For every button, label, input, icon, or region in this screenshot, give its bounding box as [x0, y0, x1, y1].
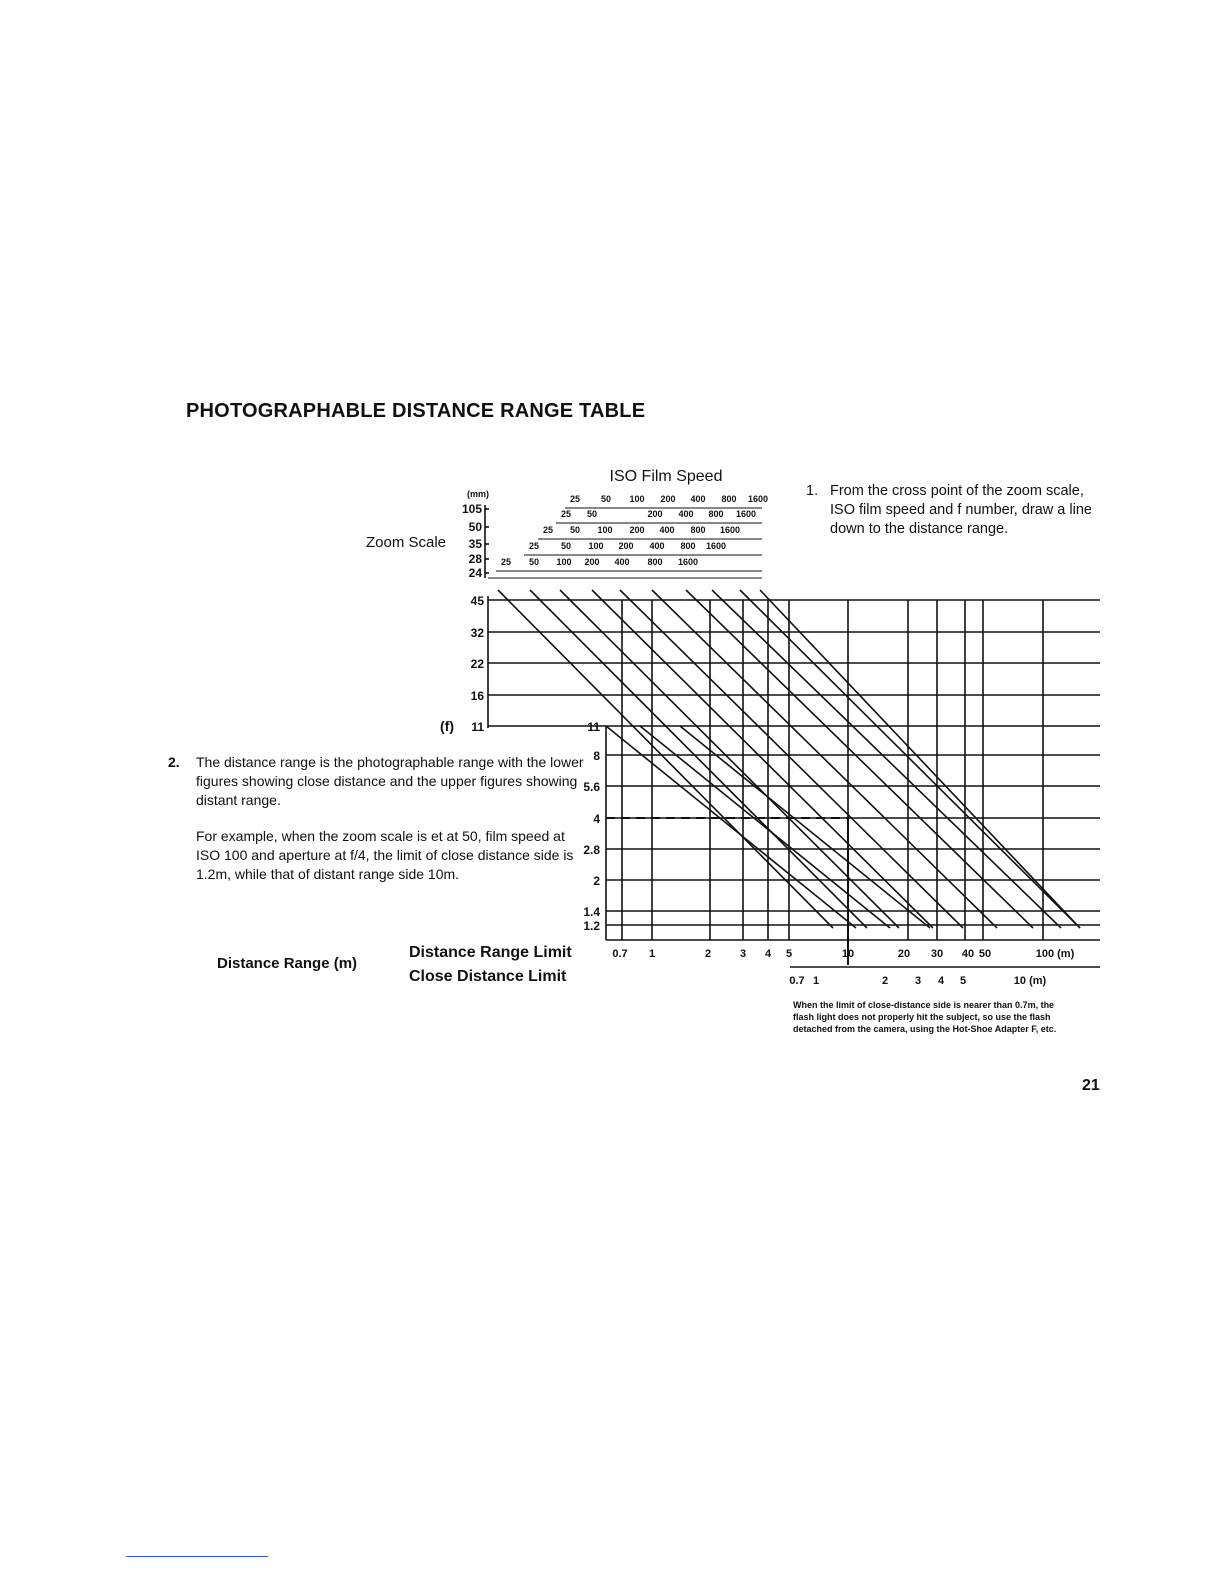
iso-speed-label: 1600: [719, 525, 741, 535]
f-lower-11: 11: [587, 720, 600, 734]
close-distance-tick: 10 (m): [1013, 975, 1047, 987]
diagonal-line: [606, 726, 856, 928]
instruction-1-number: 1.: [806, 483, 819, 499]
iso-speed-label: 800: [680, 541, 696, 551]
iso-speed-label: 50: [600, 494, 612, 504]
distance-range-tick: 2: [704, 948, 712, 960]
distance-range-tick: 10: [841, 948, 855, 960]
iso-speed-label: 800: [708, 509, 724, 519]
zoom-scale-label: Zoom Scale: [365, 534, 447, 551]
iso-film-speed-title: ISO Film Speed: [609, 468, 723, 485]
instruction-1: [806, 482, 1106, 539]
close-distance-tick: 5: [959, 975, 967, 987]
close-distance-tick: 4: [937, 975, 945, 987]
iso-speed-label: 50: [528, 557, 540, 567]
iso-speed-label: 100: [556, 557, 572, 567]
iso-speed-label: 25: [528, 541, 540, 551]
iso-speed-label: 100: [629, 494, 645, 504]
zoom-value-105: 105: [461, 502, 482, 516]
diagonal-line: [686, 590, 1033, 928]
iso-speed-label: 1600: [735, 509, 757, 519]
diagonal-line: [680, 726, 930, 928]
instruction-2-number: 2.: [168, 754, 180, 770]
page-title: PHOTOGRAPHABLE DISTANCE RANGE TABLE: [186, 400, 646, 422]
bottom-rule: [126, 1556, 268, 1557]
distance-range-tick: 20: [897, 948, 911, 960]
diagonal-line: [640, 726, 890, 928]
iso-speed-label: 50: [586, 509, 598, 519]
iso-speed-label: 100: [588, 541, 604, 551]
iso-speed-label: 800: [690, 525, 706, 535]
distance-range-tick: 30: [930, 948, 944, 960]
close-distance-tick: 3: [914, 975, 922, 987]
close-distance-tick: 2: [881, 975, 889, 987]
diagonal-line: [652, 590, 997, 928]
distance-range-tick: 40: [961, 948, 975, 960]
distance-range-tick: 100 (m): [1035, 948, 1075, 960]
zoom-value-50: 50: [468, 520, 482, 534]
zoom-scale-unit: (mm): [467, 489, 489, 499]
zoom-value-35: 35: [468, 537, 482, 551]
iso-speed-label: 1600: [677, 557, 699, 567]
f-lower-1.4: 1.4: [583, 905, 600, 919]
iso-speed-label: 400: [649, 541, 665, 551]
distance-range-limit-label: Distance Range Limit: [409, 944, 572, 961]
distance-range-label: Distance Range (m): [217, 955, 358, 972]
f-upper-11: 11: [471, 720, 484, 734]
close-distance-limit-label: Close Distance Limit: [409, 968, 567, 985]
distance-range-tick: 50: [978, 948, 992, 960]
iso-speed-label: 25: [560, 509, 572, 519]
f-lower-8: 8: [593, 749, 600, 763]
f-lower-5.6: 5.6: [583, 780, 600, 794]
page-number: 21: [1082, 1077, 1100, 1094]
distance-range-tick: 1: [648, 948, 656, 960]
iso-speed-label: 400: [614, 557, 630, 567]
f-upper-32: 32: [470, 626, 484, 640]
footnote: When the limit of close-distance side is nearer than 0.7m, the flash light does not properly hit the subject, so use the flash detached from the camera, using the Hot-Shoe Adapter F, etc.: [793, 1000, 1057, 1034]
zoom-value-28: 28: [468, 552, 482, 566]
iso-speed-label: 25: [542, 525, 554, 535]
iso-speed-label: 400: [690, 494, 706, 504]
instruction-2-example: For example, when the zoom scale is et at 50, film speed at ISO 100 and aperture at f/4, the limit of close distance side is 1.2m, while that of distant range side 10m.: [196, 828, 574, 882]
close-distance-tick: 1: [812, 975, 820, 987]
iso-speed-label: 100: [597, 525, 613, 535]
iso-speed-label: 50: [560, 541, 572, 551]
iso-speed-label: 400: [678, 509, 694, 519]
iso-speed-label: 1600: [747, 494, 769, 504]
instruction-2-text: The distance range is the photographable range with the lower figures showing close distance and the upper figures showing distant range.: [196, 754, 584, 808]
iso-speed-label: 25: [569, 494, 581, 504]
iso-speed-label: 200: [618, 541, 634, 551]
iso-speed-label: 200: [629, 525, 645, 535]
iso-speed-label: 800: [647, 557, 663, 567]
f-lower-1.2: 1.2: [583, 919, 600, 933]
distance-range-tick: 3: [739, 948, 747, 960]
iso-speed-label: 200: [584, 557, 600, 567]
iso-speed-label: 50: [569, 525, 581, 535]
diagonal-line: [760, 590, 1080, 928]
iso-speed-label: 1600: [705, 541, 727, 551]
f-upper-45: 45: [470, 594, 484, 608]
close-distance-tick: 0.7: [789, 975, 805, 987]
instruction-2: [168, 753, 588, 901]
iso-speed-label: 200: [660, 494, 676, 504]
f-upper-22: 22: [470, 657, 484, 671]
f-lower-4: 4: [593, 812, 600, 826]
diagonal-line: [712, 590, 1061, 928]
zoom-value-24: 24: [468, 566, 482, 580]
f-upper-16: 16: [470, 689, 484, 703]
distance-range-tick: 4: [764, 948, 772, 960]
instruction-1-text: From the cross point of the zoom scale, ISO film speed and f number, draw a line down to the distance range.: [830, 483, 1092, 537]
iso-speed-label: 25: [500, 557, 512, 567]
f-axis-label: (f): [440, 718, 454, 734]
diagonal-line: [592, 590, 933, 928]
distance-range-tick: 5: [785, 948, 793, 960]
f-lower-2.8: 2.8: [583, 843, 600, 857]
iso-speed-label: 400: [659, 525, 675, 535]
distance-range-tick: 0.7: [612, 948, 628, 960]
iso-speed-label: 200: [647, 509, 663, 519]
iso-speed-label: 800: [721, 494, 737, 504]
f-lower-2: 2: [593, 874, 600, 888]
